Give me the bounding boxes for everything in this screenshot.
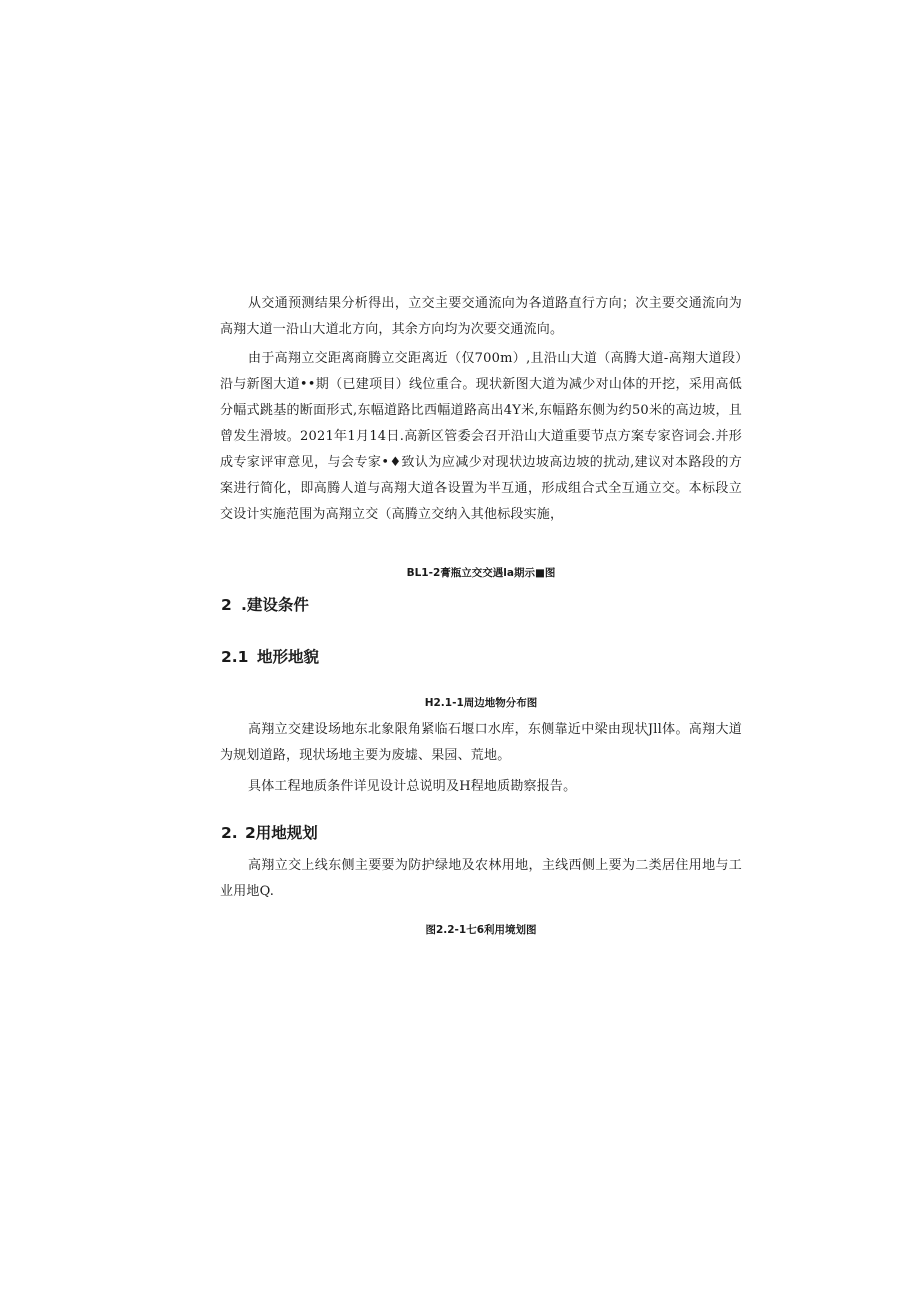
- paragraph-land-use: 高翔立交上线东侧主要要为防护绿地及农林用地，主线西侧上要为二类居住用地与工业用地Q.: [220, 858, 742, 899]
- section-heading-land-use: [221, 823, 318, 843]
- section-title: .建设条件: [241, 596, 309, 614]
- section-number: 2.: [221, 824, 238, 842]
- section-heading-terrain: [221, 647, 319, 667]
- paragraph-geology-reference: 具体工程地质条件详见设计总说明及H程地质勘察报告。: [248, 779, 577, 794]
- figure-caption-land-use-plan: 图2.2-1七6利用境划图: [425, 924, 537, 936]
- section-heading-construction-conditions: [221, 595, 309, 615]
- figure-caption-surroundings-map: H2.1-1周边地物分布图: [424, 697, 538, 709]
- section-number: 2: [221, 596, 232, 614]
- section-title: 2用地规划: [245, 824, 318, 842]
- paragraph-site-description: 高翔立交建设场地东北象限角紧临石堰口水库，东侧靠近中梁由现状Jll体。高翔大道为规划道路，现状场地主要为废墟、果园、荒地。: [220, 722, 742, 763]
- figure-caption-traffic-diagram: BL1-2膏瓶立交交遇la期示■图: [406, 567, 556, 579]
- paragraph-traffic-flow: 从交通预测结果分析得出，立交主要交通流向为各道路直行方向；次主要交通流向为高翔大道一沿山大道北方向，其余方向均为次要交通流向。: [220, 296, 742, 337]
- paragraph-project-background: 由于高翔立交距离商腾立交距离近（仅700m）,且沿山大道（高腾大道-高翔大道段）沿与新图大道••期（已建项目）线位重合。现状新图大道为减少对山体的开挖，采用高低分幅式跳基的断面形式,东幅道路比西幅道路高出4Y米,东幅路东侧为约50米的高边坡，且曾发生滑坡。2021年1月14日.高新区管委会召开沿山大道重要节点方案专家咨词会.并形成专家评审意见，与会专家•♦致认为应减少对现状边坡高边坡的扰动,建议对本路段的方案进行简化，即高腾人道与高翔大道各设置为半互通，形成组合式全互通立交。本标段立交设计实施范围为高翔立交（高腾立交纳入其他标段实施，: [220, 351, 742, 522]
- section-title: 地形地貌: [257, 648, 320, 666]
- section-number: 2.1: [221, 648, 249, 666]
